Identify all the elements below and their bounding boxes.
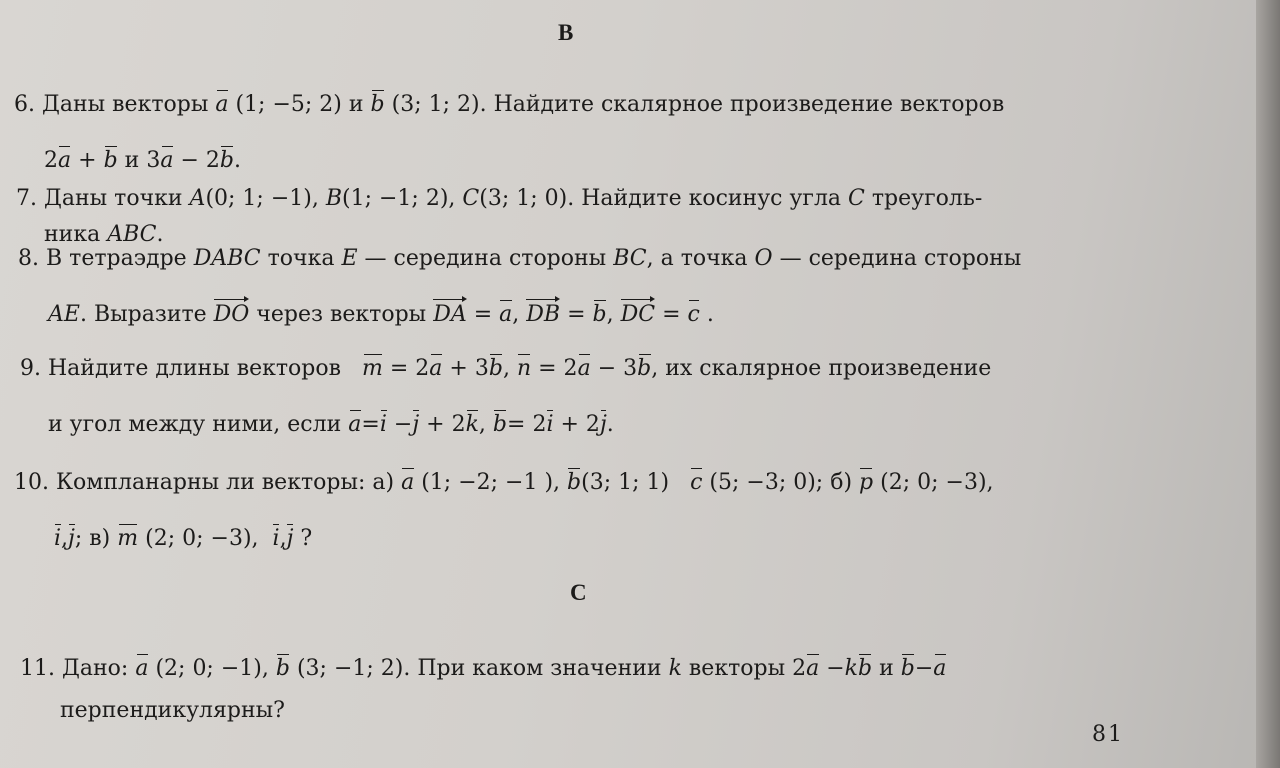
- problem-9-line-2: и угол между ними, если a=i −j + 2k, b= 2i + 2j.: [48, 412, 614, 437]
- page-number: 81: [1092, 722, 1124, 747]
- book-edge: [1256, 0, 1280, 768]
- section-heading-c: C: [570, 580, 587, 605]
- vector-db: DB: [526, 302, 561, 327]
- problem-6-line-2: 2a + b и 3a − 2b.: [44, 148, 241, 173]
- problem-10-line-2: i,j; в) m (2; 0; −3), i,j ?: [54, 526, 313, 551]
- problem-9-line-1: 9. Найдите длины векторов m = 2a + 3b, n = 2a − 3b, их скалярное произведение: [20, 356, 992, 381]
- vector-a: a: [215, 92, 229, 117]
- problem-11-line-1: 11. Дано: a (2; 0; −1), b (3; −1; 2). При каком значении k векторы 2a −kb и b−a: [20, 656, 947, 681]
- problem-7-line-2: ника ABC.: [44, 222, 164, 247]
- vector-dc: DC: [620, 302, 656, 327]
- problem-8-line-1: 8. В тетраэдре DABC точка E — середина стороны BC, а точка O — середина стороны: [18, 246, 1022, 271]
- problem-number: 7.: [16, 186, 37, 211]
- problem-7-line-1: 7. Даны точки A(0; 1; −1), B(1; −1; 2), C(3; 1; 0). Найдите косинус угла C треуголь-: [16, 186, 983, 211]
- vector-da: DA: [433, 302, 467, 327]
- problem-6-line-1: 6. Даны векторы a (1; −5; 2) и b (3; 1; 2). Найдите скалярное произведение векторов: [14, 92, 1005, 117]
- problem-10-line-1: 10. Компланарны ли векторы: а) a (1; −2; −1 ), b(3; 1; 1) c (5; −3; 0); б) p (2; 0; −3),: [14, 470, 994, 495]
- problem-number: 11.: [20, 656, 55, 681]
- problem-number: 6.: [14, 92, 35, 117]
- vector-do: DO: [213, 302, 250, 327]
- problem-8-line-2: AE. Выразите DO через векторы DA = a, DB = b, DC = c .: [48, 302, 714, 327]
- problem-number: 8.: [18, 246, 39, 271]
- problem-11-line-2: перпендикулярны?: [60, 698, 285, 723]
- section-heading-b: B: [558, 20, 574, 45]
- problem-number: 9.: [20, 356, 41, 381]
- problem-number: 10.: [14, 470, 49, 495]
- vector-b: b: [370, 92, 385, 117]
